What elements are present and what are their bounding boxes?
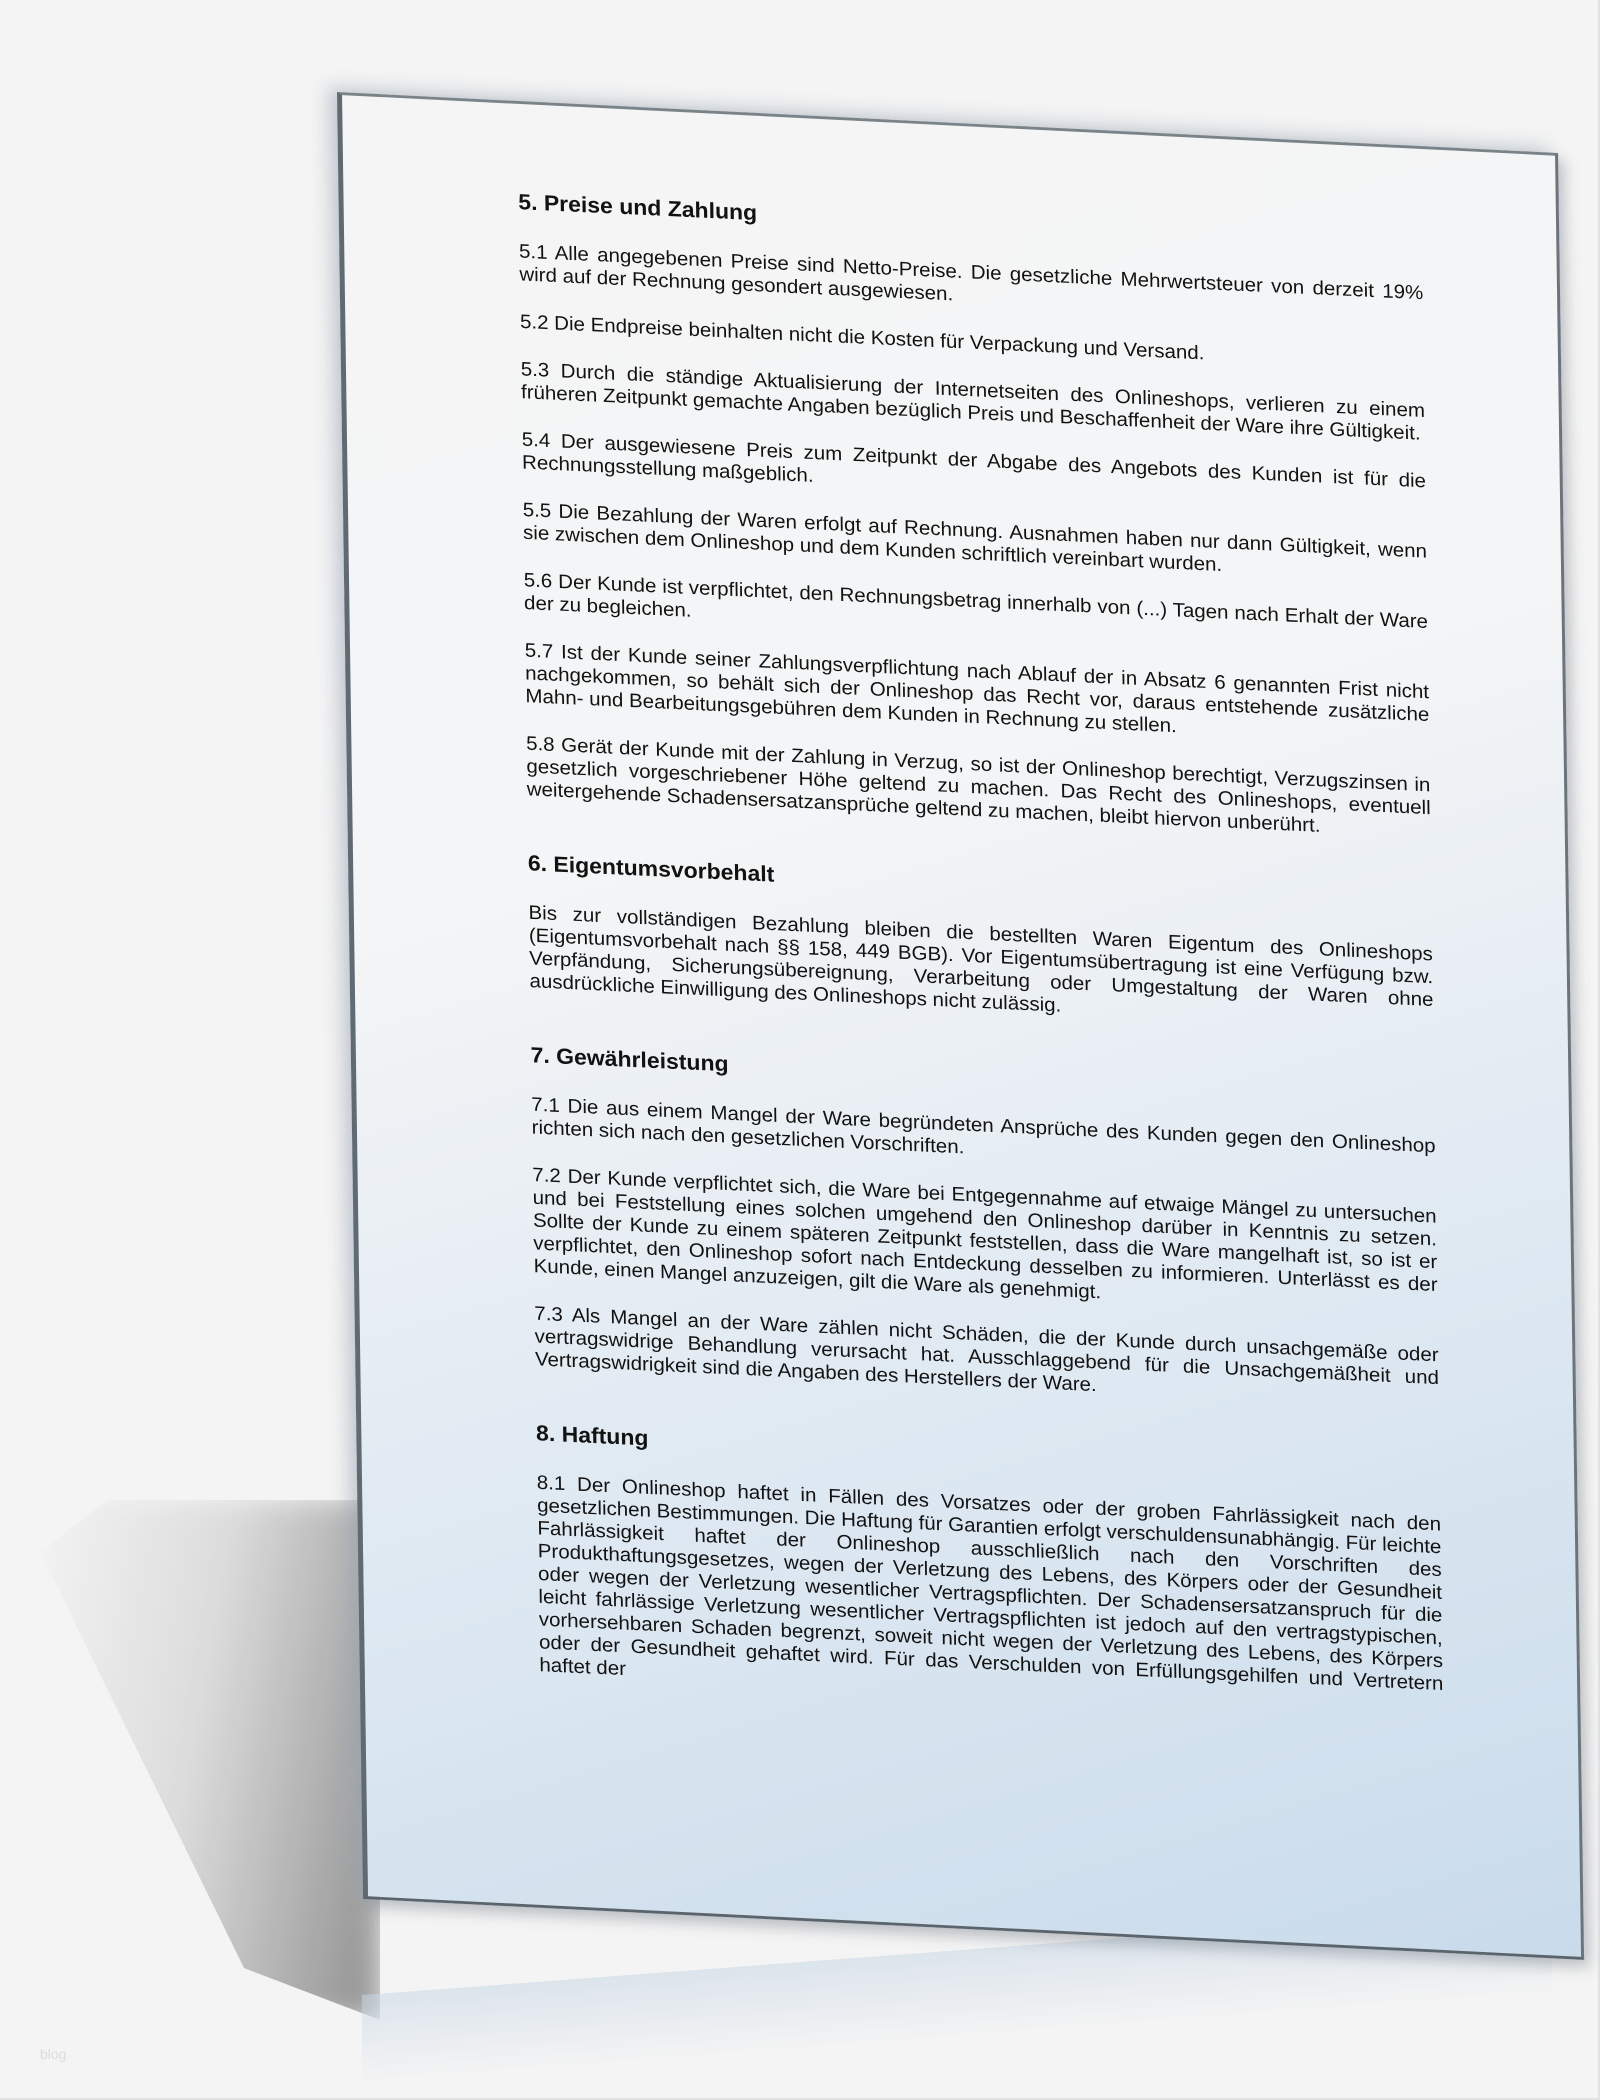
watermark-text: blog — [40, 2046, 67, 2062]
page-cast-shadow — [40, 1500, 380, 2020]
paragraph-5-6: 5.6 Der Kunde ist verpflichtet, den Rechnungsbetrag innerhalb von (...) Tagen nach Erhalt der Ware der zu begleichen. — [523, 569, 1429, 633]
paragraph-7-3: 7.3 Als Mangel an der Ware zählen nicht Schäden, die der Kunde durch unsachgemäße oder vertragswidrige Behandlung verursacht hat. Ausschlaggebend für die Unsachgemäßheit und Vertragswidrigkeit sind die Angaben des Herstellers der Ware. — [534, 1302, 1440, 1396]
paragraph-5-5: 5.5 Die Bezahlung der Waren erfolgt auf Rechnung. Ausnahmen haben nur dann Gültigkeit, wenn sie zwischen dem Onlineshop und dem Kunden schriftlich vereinbart wurden. — [522, 498, 1428, 576]
paragraph-5-1: 5.1 Alle angegebenen Preise sind Netto-Preise. Die gesetzliche Mehrwertsteuer von derzeit 19% wird auf der Rechnung gesondert ausgewiesen. — [518, 240, 1424, 306]
document-content — [518, 189, 1444, 1743]
paragraph-5-2: 5.2 Die Endpreise beinhalten nicht die Kosten für Verpackung und Versand. — [519, 310, 1205, 365]
paragraph-7-2: 7.2 Der Kunde verpflichtet sich, die Ware bei Entgegennahme auf etwaige Mängel zu untersuchen und bei Feststellung eines solchen umgehend den Onlineshop darüber in Kenntnis zu setzen. Sollte der Kunde zu einem späteren Zeitpunkt feststellen, dass die Ware mangelhaft ist, so ist er verpflichtet, den Onlineshop sofort nach Entdeckung desselben zu informieren. Unterlässt es der Kunde, einen Mangel anzuzeigen, gilt die Ware als genehmigt. — [532, 1163, 1438, 1304]
section-heading: 8. Haftung — [535, 1420, 649, 1451]
section-heading: 6. Eigentumsvorbehalt — [527, 850, 775, 887]
section-heading: 5. Preise und Zahlung — [518, 189, 758, 225]
document-page — [337, 92, 1584, 1960]
paragraph-8-1: 8.1 Der Onlineshop haftet in Fällen des Vorsatzes oder der groben Fahrlässigkeit nach den gesetzlichen Bestimmungen. Die Haftung für Garantien erfolgt verschuldensunabhängig. Für leichte Fahrlässigkeit haftet der Onlineshop ausschließlich nach den Vorschriften des Produkthaftungsgesetzes, wegen der Verletzung des Lebens, des Körpers oder der Gesundheit oder wegen der Verletzung wesentlicher Vertragspflichten. Der Schadensersatzanspruch für die leicht fahrlässige Verletzung wesentlicher Vertragspflichten ist jedoch auf den vertragstypischen, vorhersehbaren Schaden begrenzt, soweit nicht wegen der Verletzung des Lebens, des Körpers oder der Gesundheit gehaftet wird. Für das Verschulden von Erfüllungsgehilfen und Vertretern haftet der — [536, 1471, 1444, 1695]
paragraph-7-1: 7.1 Die aus einem Mangel der Ware begründeten Ansprüche des Kunden gegen den Onlineshop richten sich nach den gesetzlichen Vorschriften. — [531, 1093, 1436, 1159]
paragraph-5-3: 5.3 Durch die ständige Aktualisierung der Internetseiten des Onlineshops, verlieren zu einem früheren Zeitpunkt gemachte Angaben bezüglich Preis und Beschaffenheit der Ware ihre Gültigkeit. — [520, 358, 1426, 445]
paragraph-6: Bis zur vollständigen Bezahlung bleiben die bestellten Waren Eigentum des Onlineshops (Eigentumsvorbehalt nach §§ 158, 449 BGB). Vor Eigentumsübertragung ist eine Verfügung bzw. Verpfändung, Sicherungsübereignung, Verarbeitung oder Umgestaltung der Waren ohne ausdrückliche Einwilligung des Onlineshops nicht zulässig. — [528, 901, 1434, 1017]
paragraph-5-8: 5.8 Gerät der Kunde mit der Zahlung in Verzug, so ist der Onlineshop berechtigt, Verzugszinsen in gesetzlich vorgeschriebener Höhe geltend zu machen. Das Recht des Onlineshops, eventuell weitergehende Schadensersatzansprüche geltend zu machen, bleibt hiervon unberührt. — [525, 732, 1431, 837]
section-preise-und-zahlung — [518, 189, 1431, 843]
section-heading: 7. Gewährleistung — [530, 1042, 729, 1077]
section-haftung — [536, 1420, 1444, 1718]
paragraph-5-4: 5.4 Der ausgewiesene Preis zum Zeitpunkt der Abgabe des Angebots des Kunden ist für die Rechnungsstellung maßgeblich. — [521, 428, 1427, 493]
paragraph-5-7: 5.7 Ist der Kunde seiner Zahlungsverpflichtung nach Ablauf der in Absatz 6 genannten Frist nicht nachgekommen, so behält sich der Onlineshop das Recht vor, daraus entstehende zusätzliche Mahn- und Bearbeitungsgebühren dem Kunden in Rechnung zu stellen. — [524, 639, 1430, 737]
section-gewaehrleistung — [530, 1042, 1439, 1412]
